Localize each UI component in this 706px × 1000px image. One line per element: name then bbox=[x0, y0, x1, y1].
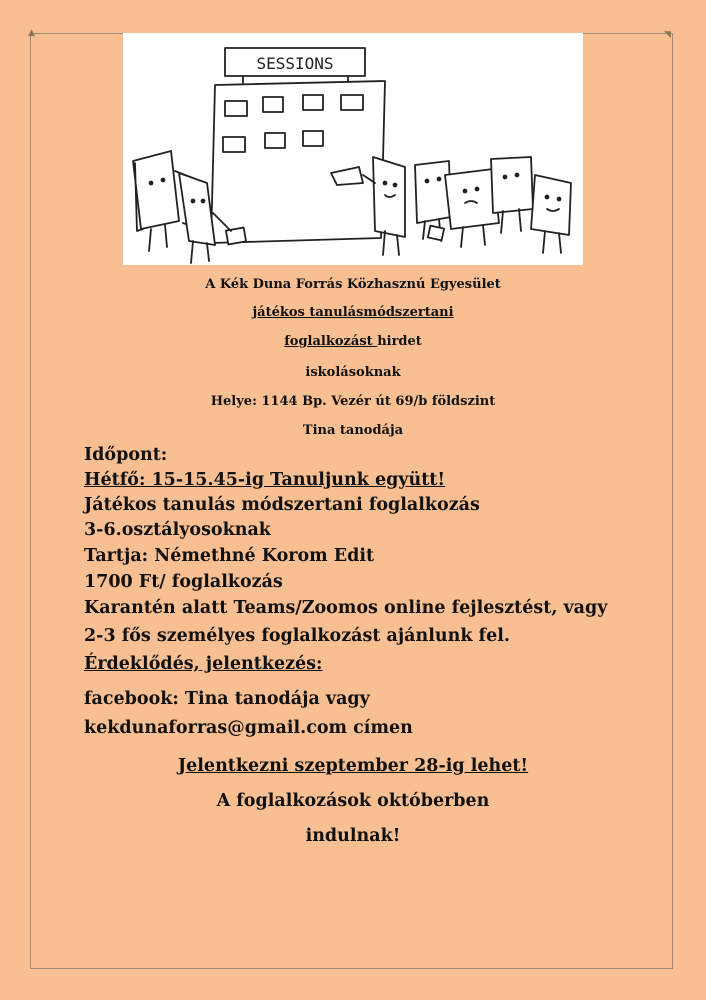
org-line: A Kék Duna Forrás Közhasznú Egyesület bbox=[205, 277, 501, 292]
facebook-line: facebook: Tina tanodája vagy bbox=[84, 689, 370, 709]
online-line-1: Karantén alatt Teams/Zoomos online fejlesztést, vagy bbox=[84, 598, 608, 618]
corner-mark-icon: ▲ bbox=[28, 28, 35, 38]
teacher-line: Tartja: Némethné Korom Edit bbox=[84, 546, 375, 566]
description-line: Játékos tanulás módszertani foglalkozás bbox=[84, 495, 480, 515]
method-line: játékos tanulásmódszertani bbox=[252, 305, 454, 320]
online-line-2: 2-3 fős személyes foglalkozást ajánlunk fel. bbox=[84, 626, 510, 646]
start-line-1: A foglalkozások októberben bbox=[216, 791, 490, 811]
sessions-illustration bbox=[123, 33, 583, 265]
start-line-2: indulnak! bbox=[305, 826, 401, 846]
location-line: Helye: 1144 Bp. Vezér út 69/b földszint bbox=[210, 394, 496, 409]
venue-line: Tina tanodája bbox=[302, 423, 404, 438]
schedule-line: Hétfő: 15-15.45-ig Tanuljunk együtt! bbox=[84, 470, 446, 490]
page-corner-icon: ◥ bbox=[664, 30, 671, 40]
grades-line: 3-6.osztályosoknak bbox=[84, 520, 271, 540]
sessions-sign-text: SESSIONS bbox=[256, 54, 334, 73]
audience-line: iskolásoknak bbox=[305, 365, 401, 380]
session-underlined: foglalkozást bbox=[284, 334, 378, 349]
price-line: 1700 Ft/ foglalkozás bbox=[84, 572, 283, 592]
contact-label: Érdeklődés, jelentkezés: bbox=[84, 654, 323, 674]
deadline-line: Jelentkezni szeptember 28-ig lehet! bbox=[177, 756, 529, 776]
time-label: Időpont: bbox=[84, 445, 168, 465]
session-line bbox=[0, 334, 706, 349]
email-line: kekdunaforras@gmail.com címen bbox=[84, 718, 413, 738]
session-rest: hirdet bbox=[377, 334, 422, 349]
